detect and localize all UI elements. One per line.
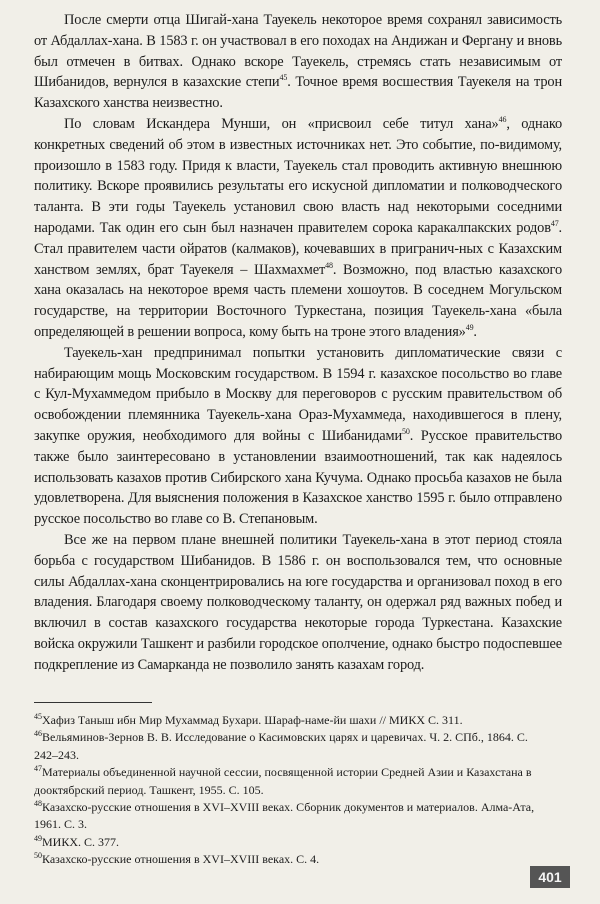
footnote-number: 45	[34, 712, 42, 721]
paragraph-text: , однако конкретных сведений об этом в известных источниках нет. Это событие, по-видимому, произошло в 1583 году. Придя к власти, Тауекель стал проводить активную внешнюю политику. Вскоре проявились результаты его искусной дипломатии и полководческого таланта. В эти годы Тауекель установил свою власть над некоторыми соседними народами. Так один его сын был назначен правителем сорока каракалпакских родов	[34, 115, 562, 236]
main-text	[34, 10, 562, 676]
footnote-ref: 47	[550, 219, 559, 229]
footnote	[34, 834, 554, 851]
footnote-separator	[34, 702, 152, 703]
paragraph-text: После смерти отца Шигай-хана Тауекель некоторое время сохранял зависимость от Абдаллах-хана. В 1583 г. он участвовал в его походах на Андижан и Фергану и вновь был отмечен в битвах. Однако вскоре Тауекель, стремясь стать независимым от Шибанидов, вернулся в казахские степи	[34, 12, 562, 91]
footnote-text: Казахско-русские отношения в XVI–XVIII веках. С. 4.	[42, 852, 320, 867]
footnote-number: 46	[34, 729, 42, 739]
footnotes	[34, 712, 554, 869]
footnote	[34, 712, 554, 729]
footnote-number: 48	[34, 799, 42, 809]
paragraph	[34, 530, 562, 676]
paragraph	[34, 343, 562, 530]
footnote-ref: 49	[465, 323, 474, 333]
paragraph-text: . Стал правителем части ойратов (калмаков), кочевавших в пригранич-ных с Казахским ханством землях, брат Тауекеля – Шахмахмет	[34, 219, 562, 278]
footnote	[34, 851, 554, 868]
footnote-ref: 48	[325, 260, 333, 270]
footnote-ref: 50	[402, 427, 410, 437]
paragraph-text: .	[473, 323, 477, 340]
paragraph-text: . Возможно, под властью казахского хана оказалась на некоторое время часть племени хошоутов. В соседнем Могульском государстве, на территории Восточного Туркестана, позиция Тауекель-хана «была определяющей в решении вопроса, кому быть на троне этого владения»	[34, 261, 563, 340]
paragraph-text: Тауекель-хан предпринимал попытки установить дипломатические связи с набирающим мощь Московским государством. В 1594 г. казахское посольство во главе с Кул-Мухаммедом прибыло в Москву для переговоров с русским правительством об освобождении племянника Тауекель-хана Ораз-Мухаммеда, находившегося в плену, закупке оружия, необходимого для войны с Шибанидами	[34, 344, 562, 444]
footnote-text: Казахско-русские отношения в XVI–XVIII веках. Сборник документов и материалов. Алма-Ата, 1961. С. 3.	[34, 800, 535, 832]
footnote-ref: 45	[279, 73, 288, 83]
page-number: 401	[530, 866, 570, 888]
footnote-number: 47	[34, 764, 42, 774]
footnote-number: 50	[34, 851, 42, 861]
paragraph	[34, 114, 562, 343]
paragraph	[34, 10, 562, 114]
footnote-text: Материалы объединенной научной сессии, посвященной истории Средней Азии и Казахстана в дооктябрский период. Ташкент, 1955. С. 105.	[34, 765, 532, 797]
footnote-text: Хафиз Таныш ибн Мир Мухаммад Бухари. Шараф-наме-йи шахи // МИКХ С. 311.	[42, 713, 463, 727]
footnote-number: 49	[34, 833, 42, 843]
footnote-ref: 46	[498, 115, 507, 125]
paragraph-text: . Русское правительство также было заинтересовано в установлении взаимоотношений, так как надеялось использовать казахов против Сибирского хана Кучума. Однако просьба казахов не была удовлетворена. Для выяснения положения в Казахское ханство 1595 г. было отправлено русское посольство во главе со В. Степановым.	[34, 427, 562, 528]
footnote	[34, 799, 554, 834]
footnote-text: МИКХ. С. 377.	[42, 834, 120, 849]
footnote-text: Вельяминов-Зернов В. В. Исследование о Касимовских царях и царевичах. Ч. 2. СПб., 1864. С. 242–243.	[34, 730, 528, 762]
paragraph-text: . Точное время восшествия Тауекеля на трон Казахского ханства неизвестно.	[34, 74, 562, 112]
paragraph-text: Все же на первом плане внешней политики Тауекель-хана в этот период стояла борьба с государством Шибанидов. В 1586 г. он воспользовался тем, что основные силы Абдаллах-хана сконцентрировались на юге государства и организовал поход в его владения. Благодаря своему полководческому таланту, он одержал ряд важных побед и включил в состав казахского государства некоторые города Туркестана. Казахские войска окружили Ташкент и разбили городское ополчение, однако быстро подоспевшее подкрепление из Самарканда не позволило занять казахам город.	[34, 531, 562, 673]
footnote	[34, 764, 554, 799]
footnote	[34, 729, 554, 764]
paragraph-text: По словам Искандера Мунши, он «присвоил себе титул хана»	[64, 115, 499, 132]
